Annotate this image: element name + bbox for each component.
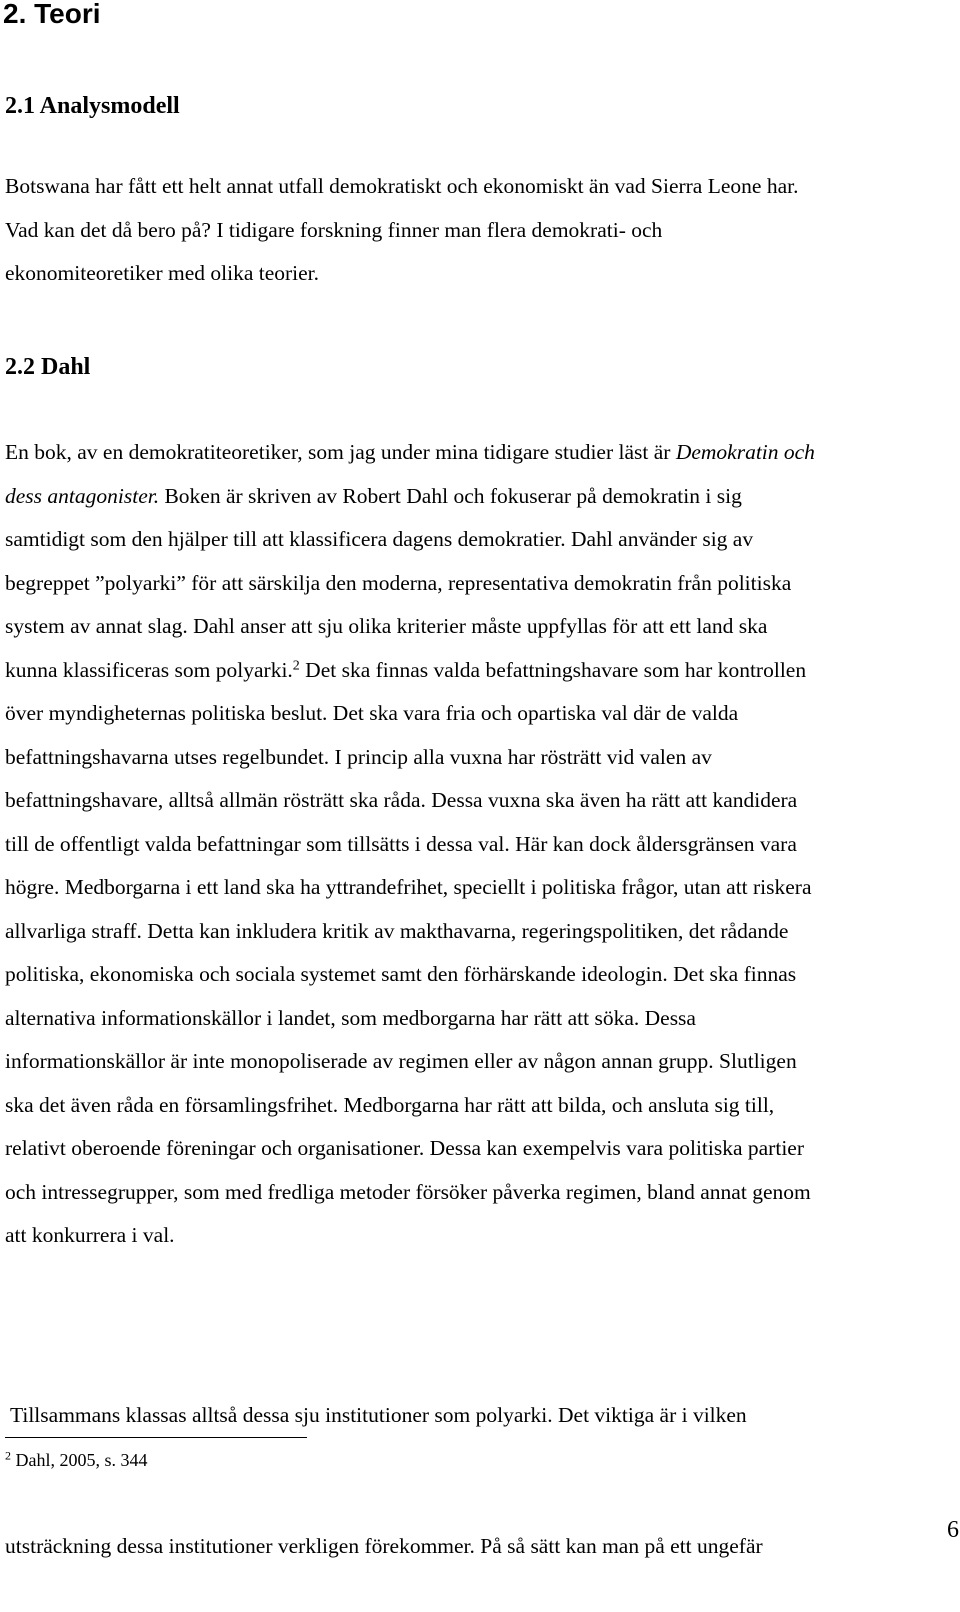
text-span: kunna klassificeras som polyarki.: [5, 657, 293, 682]
section-heading-analysmodell: 2.1 Analysmodell: [5, 93, 180, 119]
section-heading-dahl: 2.2 Dahl: [5, 354, 91, 380]
text-line: och intressegrupper, som med fredliga metoder försöker påverka regimen, bland annat genom: [5, 1179, 811, 1204]
text-line: högre. Medborgarna i ett land ska ha yttrandefrihet, speciellt i politiska frågor, utan att riskera: [5, 875, 812, 899]
text-line: befattningshavarna utses regelbundet. I princip alla vuxna har rösträtt vid valen av: [5, 744, 712, 769]
text-line: allvarliga straff. Detta kan inkludera kritik av makthavarna, regeringspolitiken, det rådande: [5, 918, 789, 943]
book-title: dess antagonister.: [5, 483, 160, 508]
text-line: att konkurrera i val.: [5, 1223, 175, 1247]
text-line: [5, 431, 960, 475]
text-line: system av annat slag. Dahl anser att sju olika kriterier måste uppfyllas för att ett land ska: [5, 614, 768, 638]
text-line: ekonomiteoretiker med olika teorier.: [5, 261, 320, 285]
text-line: informationskällor är inte monopoliserade av regimen eller av någon annan grupp. Slutligen: [5, 1049, 797, 1073]
book-title: Demokratin och: [675, 440, 815, 464]
text-line: [5, 649, 960, 693]
footnote-number: 2: [5, 1448, 11, 1463]
text-line: till de offentligt valda befattningar som tillsätts i dessa val. Här kan dock åldersgränsen vara: [5, 831, 797, 856]
footnote-text: Dahl, 2005, s. 344: [11, 1450, 148, 1470]
text-span: Det ska finnas valda befattningshavare som har kontrollen: [299, 657, 807, 682]
footnote: [5, 1446, 148, 1474]
text-line: ska det även råda en församlingsfrihet. Medborgarna har rätt att bilda, och ansluta sig till,: [5, 1092, 775, 1117]
paragraph-dahl: [5, 431, 960, 1258]
text-line: över myndigheternas politiska beslut. Det ska vara fria och opartiska val där de valda: [5, 701, 739, 725]
text-span: Boken är skriven av Robert Dahl och fokuserar på demokratin i sig: [159, 483, 742, 508]
paragraph-intro: [5, 165, 960, 296]
text-line: samtidigt som den hjälper till att klassificera dagens demokratier. Dahl använder sig av: [5, 527, 754, 551]
text-span: En bok, av en demokratiteoretiker, som jag under mina tidigare studier läst är: [5, 440, 676, 464]
footnote-reference: 2: [292, 657, 300, 673]
text-line: politiska, ekonomiska och sociala systemet samt den förhärskande ideologin. Det ska finnas: [5, 962, 797, 986]
text-line: relativt oberoende föreningar och organisationer. Dessa kan exempelvis vara politiska partier: [5, 1136, 804, 1160]
text-line: Botswana har fått ett helt annat utfall demokratiskt och ekonomiskt än vad Sierra Leone har.: [5, 174, 799, 198]
text-line: utsträckning dessa institutioner verkligen förekommer. På så sätt kan man på ett ungefär: [5, 1533, 763, 1558]
text-line: Vad kan det då bero på? I tidigare forskning finner man flera demokrati- och: [5, 217, 663, 242]
paragraph-summary: [5, 1307, 960, 1612]
text-line: begreppet ”polyarki” för att särskilja den moderna, representativa demokratin från politiska: [5, 570, 792, 595]
footnote-separator: [5, 1437, 307, 1438]
text-line: befattningshavare, alltså allmän rösträtt ska råda. Dessa vuxna ska även ha rätt att kandidera: [5, 788, 798, 812]
text-line: Tillsammans klassas alltså dessa sju institutioner som polyarki. Det viktiga är i vilken: [5, 1403, 747, 1427]
chapter-heading: 2. Teori: [3, 0, 101, 29]
text-line: alternativa informationskällor i landet, som medborgarna har rätt att söka. Dessa: [5, 1005, 696, 1030]
page-number: 6: [947, 1517, 959, 1543]
text-line: [5, 475, 960, 519]
